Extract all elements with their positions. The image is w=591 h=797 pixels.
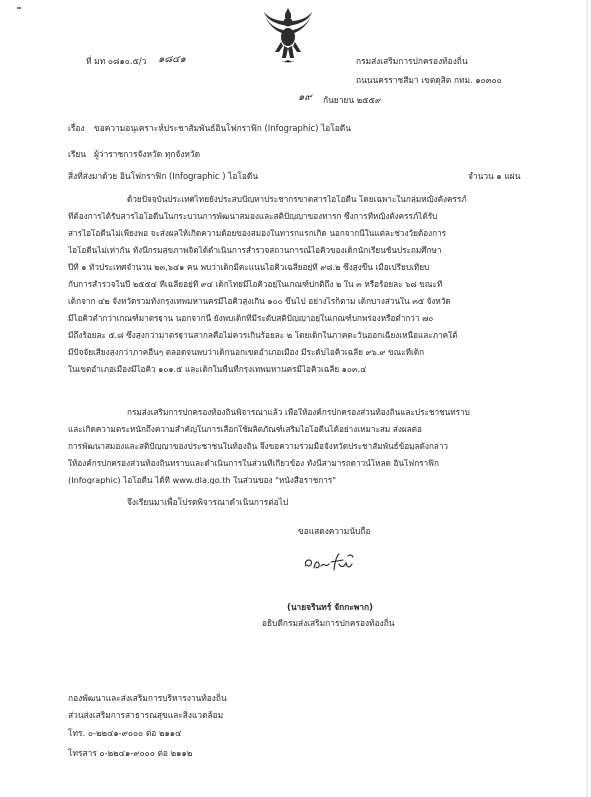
date-month-year: กันยายน ๒๕๕๙ — [323, 95, 382, 105]
enclosure-text: สิ่งที่ส่งมาด้วย อินโฟกราฟิก (Infographic ) ไอโอดีน — [68, 171, 259, 181]
scan-edge — [586, 0, 588, 797]
footer-section: ส่วนส่งเสริมการสาธารณสุขและสิ่งแวดล้อม — [68, 710, 224, 720]
paragraph-2-line: และเกิดความตระหนักถึงความสำคัญในการเลือกใช้ผลิตภัณฑ์เสริมไอโอดีนได้อย่างเหมาะสม ส่งผลต่อ — [68, 425, 422, 434]
footer-phone: โทร. ๐-๒๒๔๑-๙๐๐๐ ต่อ ๒๑๑๔ — [68, 728, 182, 738]
document-number-handwritten: ๑๘๔๑ — [158, 54, 186, 65]
paragraph-2-line: (Infographic) ไอโอดีน ได้ที่ www.dla.go.th ในส่วนของ "หนังสือราชการ" — [68, 476, 337, 485]
paragraph-1-line: มีไอคิวต่ำกว่าเกณฑ์มาตรฐาน นอกจากนี้ ยังพบเด็กที่มีระดับสติปัญญาอยู่ในเกณฑ์บกพร่องหรือต่ำกว่า ๗๐ — [68, 314, 434, 323]
footer-division: กองพัฒนาและส่งเสริมการบริหารงานท้องถิ่น — [68, 693, 227, 703]
paragraph-1-line: ที่ต้องการได้รับสารไอโอดีนในกระบวนการพัฒนาสมองและสติปัญญาของทารก ซึ่งการที่หญิงตั้งครรภ์ได้รับ — [68, 212, 438, 221]
paragraph-1-line: ปีที่ ๑ ทั่วประเทศจำนวน ๒๓,๖๔๑ คน พบว่าเด็กมีคะแนนไอคิวเฉลี่ยอยู่ที่ ๙๘.๒ ซึ่งสูงขึ้น เมื่อเปรียบเทียบ — [68, 263, 430, 272]
document-number: ที่ มท ๐๘๑๐.๕/ว — [86, 56, 147, 66]
garuda-emblem-icon — [263, 6, 313, 66]
date-day-handwritten: ๑๙ — [298, 92, 312, 103]
subject-label: เรื่อง — [68, 123, 85, 133]
paragraph-1-line: ด้วยปัจจุบันประเทศไทยยังประสบปัญหาประชากรขาดสารไอโอดีน โดยเฉพาะในกลุ่มหญิงตั้งครรภ์ — [127, 195, 467, 204]
paragraph-1-line: สารไอโอดีนไม่เพียงพอ จะส่งผลให้เกิดความด้อยของสมองในทารกแรกเกิด นอกจากนี้ในแต่ละช่วงวัยต้องการ — [68, 229, 447, 238]
paragraph-1-line: มีถึงร้อยละ ๕.๘ ซึ่งสูงกว่ามาตรฐานสากลคือไม่ควรเกินร้อยละ ๒ โดยเด็กในภาคตะวันออกเฉียงเหนือและภาคใต้ — [68, 331, 458, 340]
paragraph-1-line: กับการสำรวจในปี ๒๕๕๔ ที่เฉลี่ยอยู่ที่ ๙๔ เด็กไทยมีไอคิวอยู่ในเกณฑ์ปกติถึง ๒ ใน ๓ หรือร้อยละ ๖๘ ขณะที่ — [68, 280, 443, 289]
paragraph-2-line: กรมส่งเสริมการปกครองท้องถิ่นพิจารณาแล้ว เพื่อให้องค์กรปกครองส่วนท้องถิ่นและประชาชนทราบ — [127, 408, 470, 417]
signer-name: (นายจรินทร์ จักกะพาก) — [287, 602, 373, 612]
paragraph-1-line: ไอโอดีนไม่เท่ากัน ทั้งนี้กรมสุขภาพจิตได้ดำเนินการสำรวจสถานการณ์ไอคิวของเด็กนักเรียนชั้นประถมศึกษา — [68, 246, 442, 255]
recipient-label: เรียน — [68, 149, 86, 159]
subject-text: ขอความอนุเคราะห์ประชาสัมพันธ์อินโฟกราฟิก (Infographic) ไอโอดีน — [94, 123, 351, 133]
agency-address: ถนนนครราชสีมา เขตดุสิต กทม. ๑๐๓๐๐ — [356, 75, 502, 85]
courtesy-closing: ขอแสดงความนับถือ — [298, 526, 371, 536]
paragraph-2-line: การพัฒนาสมองและสติปัญญาของประชาชนในท้องถิ่น จึงขอความร่วมมือจังหวัดประชาสัมพันธ์ข้อมูลดังกล่าว — [68, 442, 449, 451]
signer-position: อธิบดีกรมส่งเสริมการปกครองท้องถิ่น — [262, 618, 395, 628]
closing-request: จึงเรียนมาเพื่อโปรดพิจารณาดำเนินการต่อไป — [127, 497, 289, 507]
paragraph-1-line: เด็กจาก ๔๒ จังหวัดรวมทั้งกรุงเทพมหานครมีไอคิวสูงเกิน ๑๐๐ ขึ้นไป อย่างไรก็ตาม เด็กบางส่วนใน ๓๕ จังหวัด — [68, 297, 451, 306]
scan-mark — [17, 7, 21, 9]
footer-fax: โทรสาร ๐-๒๒๔๑-๙๐๐๐ ต่อ ๒๑๑๒ — [68, 748, 193, 758]
enclosure-count: จำนวน ๑ แผ่น — [468, 171, 521, 181]
recipient-text: ผู้ว่าราชการจังหวัด ทุกจังหวัด — [94, 149, 201, 159]
agency-name: กรมส่งเสริมการปกครองท้องถิ่น — [356, 56, 468, 66]
paragraph-1-line: ในเขตอำเภอเมืองมีไอคิว ๑๐๑.๕ และเด็กในพื้นที่กรุงเทพมหานครมีไอคิวเฉลี่ย ๑๐๓.๔ — [68, 365, 367, 374]
paragraph-1-line: มีปัจจัยเสี่ยงสูงกว่าภาคอื่นๆ ตลอดจนพบว่าเด็กนอกเขตอำเภอเมือง มีระดับไอคิวเฉลี่ย ๙๖.๙ ขณะที่เด็ก — [68, 348, 425, 357]
paragraph-2-line: ให้องค์กรปกครองส่วนท้องถิ่นทราบและดำเนินการในส่วนที่เกี่ยวข้อง ทั้งนี้สามารถดาวน์โหลด อินโฟกราฟิก — [68, 459, 439, 468]
handwritten-signature — [300, 548, 362, 578]
